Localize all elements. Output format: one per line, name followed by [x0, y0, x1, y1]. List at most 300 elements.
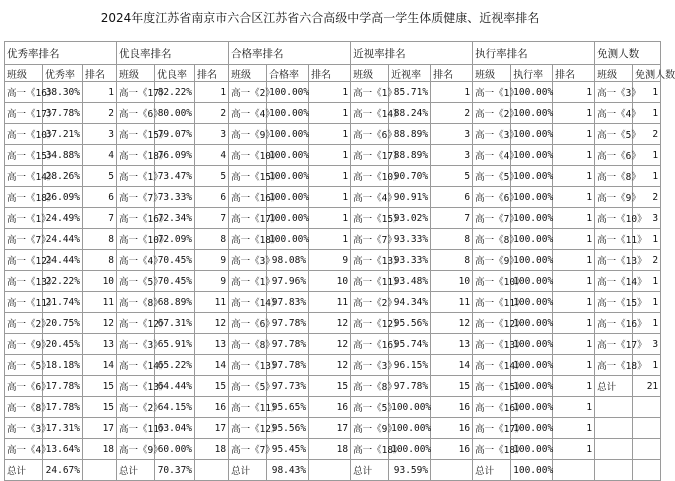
- table-cell: 90.91%: [389, 187, 431, 208]
- table-cell: 高一《8》: [473, 229, 511, 250]
- table-cell: 8: [195, 229, 229, 250]
- table-cell: [595, 397, 633, 418]
- table-cell: 17: [195, 418, 229, 439]
- table-cell: 97.78%: [267, 313, 309, 334]
- table-cell: 高一《7》: [117, 187, 155, 208]
- table-cell: 100.00%: [267, 103, 309, 124]
- table-cell: 100.00%: [511, 460, 553, 481]
- table-cell: 1: [309, 145, 351, 166]
- table-cell: 高一《4》: [117, 250, 155, 271]
- table-cell: 高一《11》: [229, 397, 267, 418]
- table-cell: 高一《2》: [5, 313, 43, 334]
- table-cell: 68.89%: [155, 292, 195, 313]
- table-row: [5, 271, 661, 292]
- table-cell: 1: [553, 313, 595, 334]
- table-cell: 1: [553, 229, 595, 250]
- table-cell: 100.00%: [511, 166, 553, 187]
- table-cell: 10: [83, 271, 117, 292]
- table-cell: 7: [431, 208, 473, 229]
- table-cell: 1: [553, 124, 595, 145]
- table-cell: 1: [309, 187, 351, 208]
- table-cell: 高一《8》: [351, 376, 389, 397]
- table-cell: 2: [83, 103, 117, 124]
- table-cell: 9: [309, 250, 351, 271]
- table-cell: 79.07%: [155, 124, 195, 145]
- table-cell: 高一《11》: [351, 271, 389, 292]
- table-cell: 高一《10》: [351, 166, 389, 187]
- table-cell: 1: [553, 439, 595, 460]
- table-cell: 高一《11》: [473, 292, 511, 313]
- table-cell: 95.65%: [267, 397, 309, 418]
- table-cell: 16: [431, 418, 473, 439]
- table-cell: 1: [553, 397, 595, 418]
- table-cell: 9: [195, 271, 229, 292]
- table-row: [5, 418, 661, 439]
- table-cell: 100.00%: [389, 439, 431, 460]
- table-cell: 24.44%: [43, 229, 83, 250]
- table-cell: 高一《8》: [117, 292, 155, 313]
- table-cell: 高一《8》: [595, 166, 633, 187]
- table-cell: 总计: [351, 460, 389, 481]
- table-cell: 高一《6》: [229, 313, 267, 334]
- table-cell: 高一《9》: [595, 187, 633, 208]
- column-header: 执行率: [511, 65, 553, 82]
- table-row: [5, 124, 661, 145]
- table-row: [5, 166, 661, 187]
- table-cell: 17.78%: [43, 397, 83, 418]
- table-cell: 1: [309, 229, 351, 250]
- table-cell: 100.00%: [511, 418, 553, 439]
- table-cell: 96.15%: [389, 355, 431, 376]
- table-cell: 高一《16》: [473, 397, 511, 418]
- table-cell: 18.18%: [43, 355, 83, 376]
- table-cell: 100.00%: [511, 124, 553, 145]
- table-cell: 100.00%: [267, 124, 309, 145]
- table-cell: 6: [83, 187, 117, 208]
- table-cell: 高一《16》: [351, 334, 389, 355]
- column-header: 班级: [473, 65, 511, 82]
- table-cell: 总计: [5, 460, 43, 481]
- table-cell: 80.00%: [155, 103, 195, 124]
- table-cell: 100.00%: [511, 250, 553, 271]
- table-cell: 高一《15》: [117, 124, 155, 145]
- table-cell: 高一《6》: [5, 376, 43, 397]
- table-cell: 高一《3》: [117, 334, 155, 355]
- table-cell: 高一《17》: [5, 103, 43, 124]
- table-cell: 12: [309, 313, 351, 334]
- table-cell: 14: [195, 355, 229, 376]
- table-cell: 8: [83, 250, 117, 271]
- table-cell: 22.22%: [43, 271, 83, 292]
- table-cell: 总计: [473, 460, 511, 481]
- table-cell: 高一《18》: [229, 229, 267, 250]
- table-cell: 28.26%: [43, 166, 83, 187]
- table-cell: 1: [553, 292, 595, 313]
- table-row: [5, 229, 661, 250]
- table-cell: 95.45%: [267, 439, 309, 460]
- table-cell: 88.89%: [389, 145, 431, 166]
- table-cell: 高一《13》: [117, 376, 155, 397]
- table-cell: 1: [553, 166, 595, 187]
- table-cell: 高一《5》: [473, 166, 511, 187]
- table-cell: 93.33%: [389, 250, 431, 271]
- table-cell: 8: [431, 229, 473, 250]
- table-cell: 高一《5》: [229, 376, 267, 397]
- table-row: [5, 355, 661, 376]
- table-cell: 1: [309, 166, 351, 187]
- table-cell: 高一《13》: [473, 334, 511, 355]
- table-cell: 100.00%: [511, 355, 553, 376]
- table-cell: [595, 439, 633, 460]
- table-cell: 高一《5》: [117, 271, 155, 292]
- table-cell: 高一《17》: [351, 145, 389, 166]
- table-cell: 5: [431, 166, 473, 187]
- table-cell: 高一《4》: [351, 187, 389, 208]
- section-title: 优良率排名: [117, 42, 229, 65]
- table-cell: 4: [83, 145, 117, 166]
- table-cell: 12: [309, 334, 351, 355]
- table-cell: 15: [83, 397, 117, 418]
- table-cell: 90.70%: [389, 166, 431, 187]
- table-cell: 高一《14》: [351, 103, 389, 124]
- table-cell: 高一《10》: [117, 229, 155, 250]
- table-cell: 100.00%: [389, 397, 431, 418]
- table-cell: 100.00%: [511, 145, 553, 166]
- table-cell: 高一《4》: [229, 103, 267, 124]
- table-cell: 高一《18》: [117, 145, 155, 166]
- table-row: [5, 103, 661, 124]
- table-cell: [553, 460, 595, 481]
- table-cell: 高一《10》: [595, 208, 633, 229]
- table-cell: 37.21%: [43, 124, 83, 145]
- table-cell: 97.78%: [389, 376, 431, 397]
- table-cell: 70.37%: [155, 460, 195, 481]
- table-row: [5, 292, 661, 313]
- table-cell: 1: [553, 208, 595, 229]
- table-cell: 高一《3》: [229, 250, 267, 271]
- table-cell: 100.00%: [389, 418, 431, 439]
- table-cell: 13: [83, 334, 117, 355]
- table-cell: 9: [195, 250, 229, 271]
- table-cell: 1: [633, 271, 661, 292]
- column-header: 班级: [351, 65, 389, 82]
- table-cell: 63.04%: [155, 418, 195, 439]
- table-cell: 2: [633, 124, 661, 145]
- table-cell: 100.00%: [267, 208, 309, 229]
- table-cell: 95.56%: [389, 313, 431, 334]
- table-cell: 高一《3》: [595, 82, 633, 103]
- table-cell: 2: [195, 103, 229, 124]
- table-cell: 73.33%: [155, 187, 195, 208]
- table-cell: 1: [553, 103, 595, 124]
- table-cell: 1: [553, 418, 595, 439]
- table-cell: 高一《3》: [5, 418, 43, 439]
- table-cell: 100.00%: [511, 271, 553, 292]
- table-cell: 1: [553, 145, 595, 166]
- table-cell: 高一《14》: [473, 355, 511, 376]
- table-cell: 1: [633, 166, 661, 187]
- table-cell: 高一《18》: [595, 355, 633, 376]
- table-cell: 高一《6》: [473, 187, 511, 208]
- table-cell: 高一《11》: [595, 229, 633, 250]
- table-cell: 1: [195, 82, 229, 103]
- table-cell: 高一《2》: [229, 82, 267, 103]
- table-cell: 高一《18》: [5, 187, 43, 208]
- table-cell: 2: [633, 250, 661, 271]
- table-cell: 高一《16》: [5, 82, 43, 103]
- table-cell: 高一《1》: [351, 82, 389, 103]
- table-cell: 16: [431, 397, 473, 418]
- table-cell: 高一《6》: [351, 124, 389, 145]
- table-cell: 3: [633, 208, 661, 229]
- page-title: 2024年度江苏省南京市六合区江苏省六合高级中学高一学生体质健康、近视率排名: [100, 11, 540, 25]
- table-cell: 10: [309, 271, 351, 292]
- table-cell: 高一《17》: [473, 418, 511, 439]
- table-cell: 95.74%: [389, 334, 431, 355]
- table-cell: 18: [195, 439, 229, 460]
- table-cell: 高一《16》: [229, 187, 267, 208]
- table-cell: 12: [309, 355, 351, 376]
- table-cell: 97.78%: [267, 355, 309, 376]
- table-cell: 34.88%: [43, 145, 83, 166]
- table-cell: 70.45%: [155, 250, 195, 271]
- table-cell: 11: [195, 292, 229, 313]
- column-header: 合格率: [267, 65, 309, 82]
- table-cell: 95.56%: [267, 418, 309, 439]
- table-cell: 高一《9》: [5, 334, 43, 355]
- table-cell: 1: [633, 355, 661, 376]
- table-cell: 93.02%: [389, 208, 431, 229]
- table-row: [5, 439, 661, 460]
- table-cell: 总计: [229, 460, 267, 481]
- table-cell: 18: [83, 439, 117, 460]
- table-cell: 高一《12》: [473, 313, 511, 334]
- table-cell: 高一《14》: [595, 271, 633, 292]
- table-cell: 67.31%: [155, 313, 195, 334]
- table-cell: 73.47%: [155, 166, 195, 187]
- table-cell: 97.96%: [267, 271, 309, 292]
- table-cell: 高一《7》: [229, 439, 267, 460]
- table-cell: 1: [553, 187, 595, 208]
- table-cell: 17: [83, 418, 117, 439]
- table-cell: 1: [553, 82, 595, 103]
- table-cell: 16: [431, 439, 473, 460]
- table-cell: 6: [195, 187, 229, 208]
- table-cell: 15: [431, 376, 473, 397]
- table-cell: 高一《14》: [229, 292, 267, 313]
- table-cell: 65.22%: [155, 355, 195, 376]
- table-cell: 总计: [117, 460, 155, 481]
- table-cell: 100.00%: [511, 292, 553, 313]
- table-cell: 高一《2》: [351, 292, 389, 313]
- table-cell: 高一《7》: [473, 208, 511, 229]
- table-cell: 6: [431, 187, 473, 208]
- table-cell: 100.00%: [511, 208, 553, 229]
- table-cell: 1: [309, 208, 351, 229]
- table-cell: [83, 460, 117, 481]
- table-cell: 12: [195, 313, 229, 334]
- table-cell: 10: [431, 271, 473, 292]
- table-cell: 4: [195, 145, 229, 166]
- table-cell: 72.34%: [155, 208, 195, 229]
- table-cell: 1: [553, 271, 595, 292]
- table-cell: 高一《9》: [117, 439, 155, 460]
- section-title: 执行率排名: [473, 42, 595, 65]
- table-cell: [595, 460, 633, 481]
- table-cell: 65.91%: [155, 334, 195, 355]
- table-cell: 1: [553, 355, 595, 376]
- table-cell: 高一《1》: [229, 271, 267, 292]
- table-cell: 高一《13》: [5, 271, 43, 292]
- table-row: [5, 145, 661, 166]
- table-cell: 高一《11》: [5, 292, 43, 313]
- table-cell: 1: [553, 334, 595, 355]
- table-cell: 高一《2》: [473, 103, 511, 124]
- table-cell: 2: [633, 187, 661, 208]
- table-cell: 20.75%: [43, 313, 83, 334]
- table-cell: 100.00%: [267, 145, 309, 166]
- table-cell: 高一《15》: [595, 292, 633, 313]
- table-cell: 7: [83, 208, 117, 229]
- table-cell: [633, 397, 661, 418]
- table-cell: 高一《7》: [5, 229, 43, 250]
- table-cell: 高一《17》: [595, 334, 633, 355]
- table-cell: 高一《12》: [117, 313, 155, 334]
- table-cell: 98.08%: [267, 250, 309, 271]
- table-cell: 高一《15》: [351, 208, 389, 229]
- table-cell: 高一《18》: [351, 439, 389, 460]
- table-cell: 3: [431, 145, 473, 166]
- table-cell: 高一《16》: [117, 208, 155, 229]
- column-header: 排名: [83, 65, 117, 82]
- table-cell: 15: [83, 376, 117, 397]
- column-header: 班级: [229, 65, 267, 82]
- table-cell: 97.78%: [267, 334, 309, 355]
- table-cell: 13: [195, 334, 229, 355]
- table-cell: 高一《1》: [473, 82, 511, 103]
- table-cell: 1: [633, 292, 661, 313]
- table-cell: 高一《17》: [229, 208, 267, 229]
- column-header: 班级: [595, 65, 633, 82]
- column-header: 优良率: [155, 65, 195, 82]
- table-cell: 11: [431, 292, 473, 313]
- table-cell: [595, 418, 633, 439]
- table-cell: 1: [633, 145, 661, 166]
- table-cell: 高一《13》: [595, 250, 633, 271]
- table-cell: 高一《12》: [351, 313, 389, 334]
- table-cell: 1: [633, 313, 661, 334]
- table-row: [5, 376, 661, 397]
- table-cell: 2: [431, 103, 473, 124]
- table-cell: 1: [633, 103, 661, 124]
- column-header: 免测人数: [633, 65, 661, 82]
- table-cell: 高一《5》: [595, 124, 633, 145]
- table-cell: 高一《17》: [117, 82, 155, 103]
- table-cell: 100.00%: [511, 313, 553, 334]
- table-cell: 17.31%: [43, 418, 83, 439]
- table-cell: 93.33%: [389, 229, 431, 250]
- table-cell: 高一《15》: [229, 166, 267, 187]
- table-cell: 64.44%: [155, 376, 195, 397]
- table-cell: 100.00%: [267, 229, 309, 250]
- table-cell: 高一《12》: [5, 250, 43, 271]
- table-cell: 100.00%: [511, 439, 553, 460]
- table-cell: 100.00%: [511, 103, 553, 124]
- table-cell: 20.45%: [43, 334, 83, 355]
- section-title-row: [5, 42, 661, 65]
- section-title: 免测人数: [595, 42, 661, 65]
- column-header: 班级: [117, 65, 155, 82]
- table-cell: 12: [431, 313, 473, 334]
- table-cell: 1: [83, 82, 117, 103]
- table-cell: 100.00%: [267, 166, 309, 187]
- table-cell: 70.45%: [155, 271, 195, 292]
- section-title: 合格率排名: [229, 42, 351, 65]
- table-cell: 1: [431, 82, 473, 103]
- column-header: 排名: [553, 65, 595, 82]
- table-cell: 97.83%: [267, 292, 309, 313]
- table-cell: 24.44%: [43, 250, 83, 271]
- table-row: [5, 250, 661, 271]
- table-cell: 8: [431, 250, 473, 271]
- table-cell: 14: [83, 355, 117, 376]
- table-cell: 100.00%: [511, 82, 553, 103]
- table-cell: 12: [83, 313, 117, 334]
- table-cell: 85.71%: [389, 82, 431, 103]
- table-cell: 11: [309, 292, 351, 313]
- table-cell: 5: [83, 166, 117, 187]
- table-cell: 16: [309, 397, 351, 418]
- table-cell: 高一《11》: [117, 418, 155, 439]
- table-cell: 93.48%: [389, 271, 431, 292]
- table-cell: 5: [195, 166, 229, 187]
- table-cell: 8: [83, 229, 117, 250]
- table-cell: [633, 418, 661, 439]
- table-cell: [431, 460, 473, 481]
- table-body: [5, 42, 675, 481]
- table-cell: 3: [431, 124, 473, 145]
- column-header-row: [5, 65, 661, 82]
- table-cell: 高一《18》: [473, 439, 511, 460]
- table-cell: 高一《4》: [473, 145, 511, 166]
- table-cell: 18: [309, 439, 351, 460]
- table-cell: 3: [83, 124, 117, 145]
- section-title: 近视率排名: [351, 42, 473, 65]
- table-cell: [309, 460, 351, 481]
- column-header: 班级: [5, 65, 43, 82]
- table-cell: 100.00%: [511, 334, 553, 355]
- table-cell: 98.43%: [267, 460, 309, 481]
- table-cell: 88.24%: [389, 103, 431, 124]
- table-cell: 94.34%: [389, 292, 431, 313]
- table-cell: 100.00%: [511, 229, 553, 250]
- table-cell: 13.64%: [43, 439, 83, 460]
- table-cell: 高一《2》: [117, 397, 155, 418]
- table-cell: 高一《8》: [5, 397, 43, 418]
- table-cell: 93.59%: [389, 460, 431, 481]
- table-cell: 高一《10》: [5, 124, 43, 145]
- table-cell: 高一《1》: [117, 166, 155, 187]
- column-header: 排名: [309, 65, 351, 82]
- table-cell: 26.09%: [43, 187, 83, 208]
- table-cell: 高一《10》: [229, 145, 267, 166]
- table-cell: 高一《4》: [5, 439, 43, 460]
- table-cell: 高一《9》: [473, 250, 511, 271]
- table-cell: 1: [633, 229, 661, 250]
- table-cell: 1: [553, 250, 595, 271]
- table-cell: 高一《6》: [117, 103, 155, 124]
- table-cell: 1: [553, 376, 595, 397]
